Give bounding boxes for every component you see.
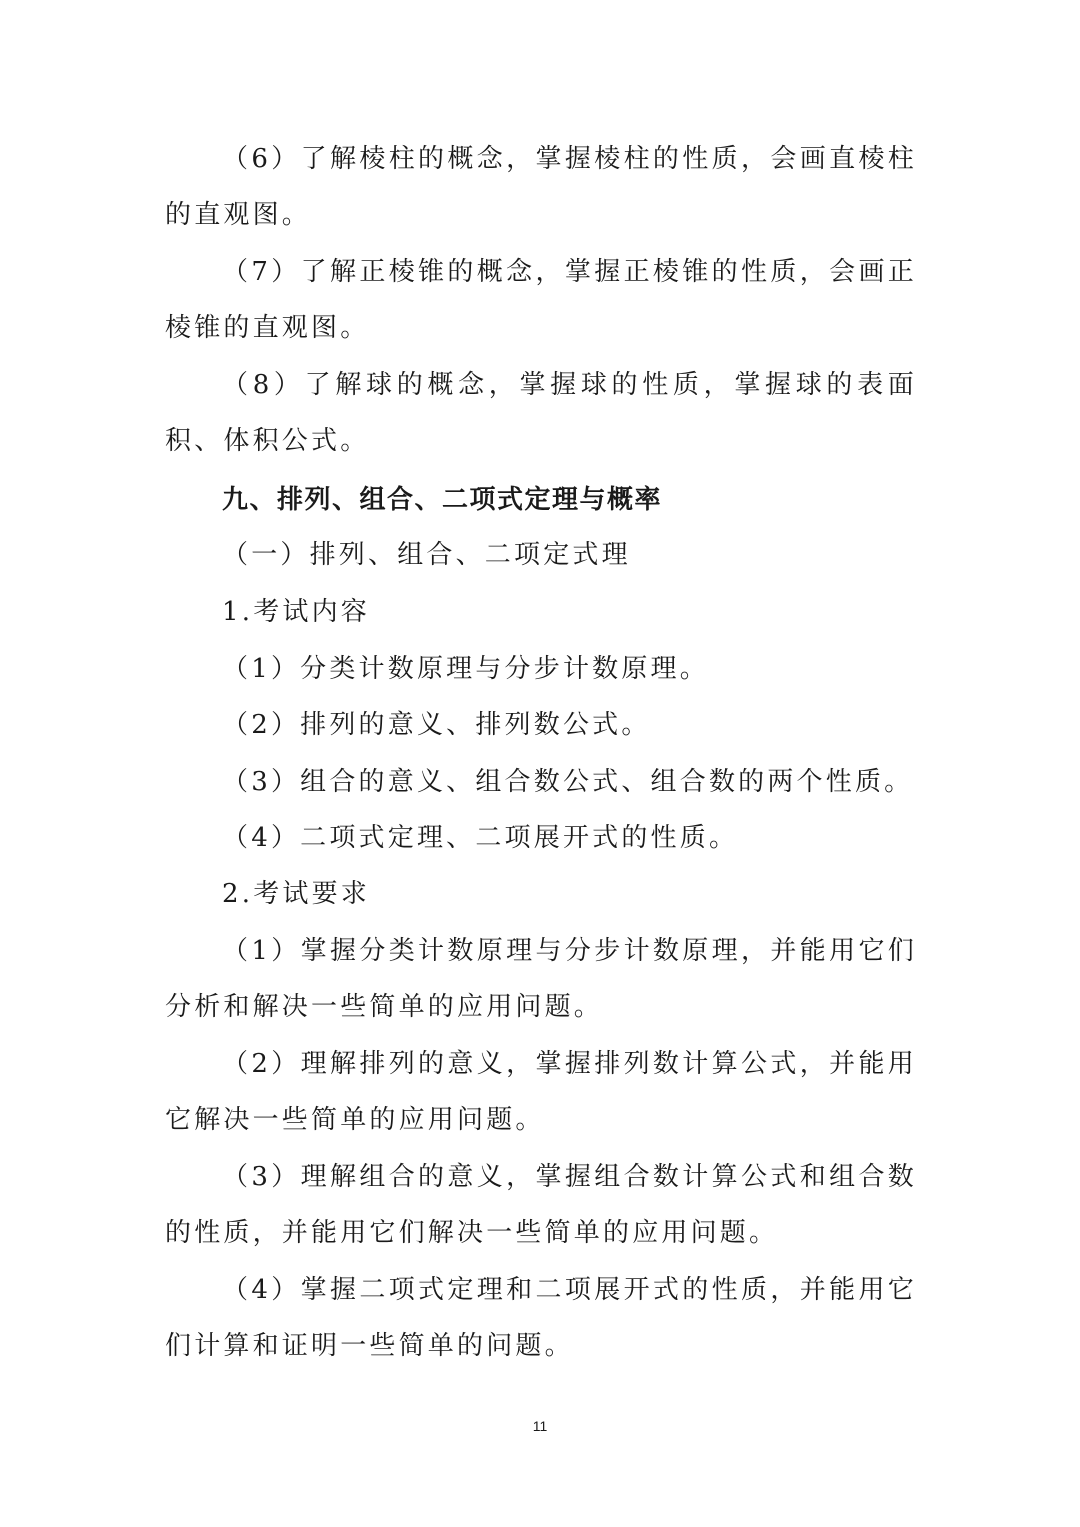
paragraph-item-7: （7）了解正棱锥的概念，掌握正棱锥的性质，会画正棱锥的直观图。 xyxy=(165,257,917,343)
requirement-item: （1）掌握分类计数原理与分步计数原理，并能用它们分析和解决一些简单的应用问题。 xyxy=(165,936,917,1022)
requirement-item: （3）理解组合的意义，掌握组合数计算公式和组合数的性质，并能用它们解决一些简单的应用问题。 xyxy=(165,1162,917,1248)
paragraph-item-8: （8）了解球的概念，掌握球的性质，掌握球的表面积、体积公式。 xyxy=(165,370,917,456)
section-heading: 九、排列、组合、二项式定理与概率 xyxy=(222,485,663,515)
requirement-item: （2）理解排列的意义，掌握排列数计算公式，并能用它解决一些简单的应用问题。 xyxy=(165,1049,917,1135)
subsection-heading: （一）排列、组合、二项定式理 xyxy=(222,540,631,570)
content-item: （1）分类计数原理与分步计数原理。 xyxy=(222,654,709,684)
paragraph-item-6: （6）了解棱柱的概念，掌握棱柱的性质，会画直棱柱的直观图。 xyxy=(165,144,917,230)
requirement-item: （4）掌握二项式定理和二项展开式的性质，并能用它们计算和证明一些简单的问题。 xyxy=(165,1275,917,1361)
exam-requirements-title: 2.考试要求 xyxy=(222,879,371,909)
content-item: （2）排列的意义、排列数公式。 xyxy=(222,710,651,740)
exam-content-title: 1.考试内容 xyxy=(222,597,371,627)
content-item: （4）二项式定理、二项展开式的性质。 xyxy=(222,823,739,853)
page-number: 11 xyxy=(532,1418,548,1434)
content-item: （3）组合的意义、组合数公式、组合数的两个性质。 xyxy=(222,767,914,797)
